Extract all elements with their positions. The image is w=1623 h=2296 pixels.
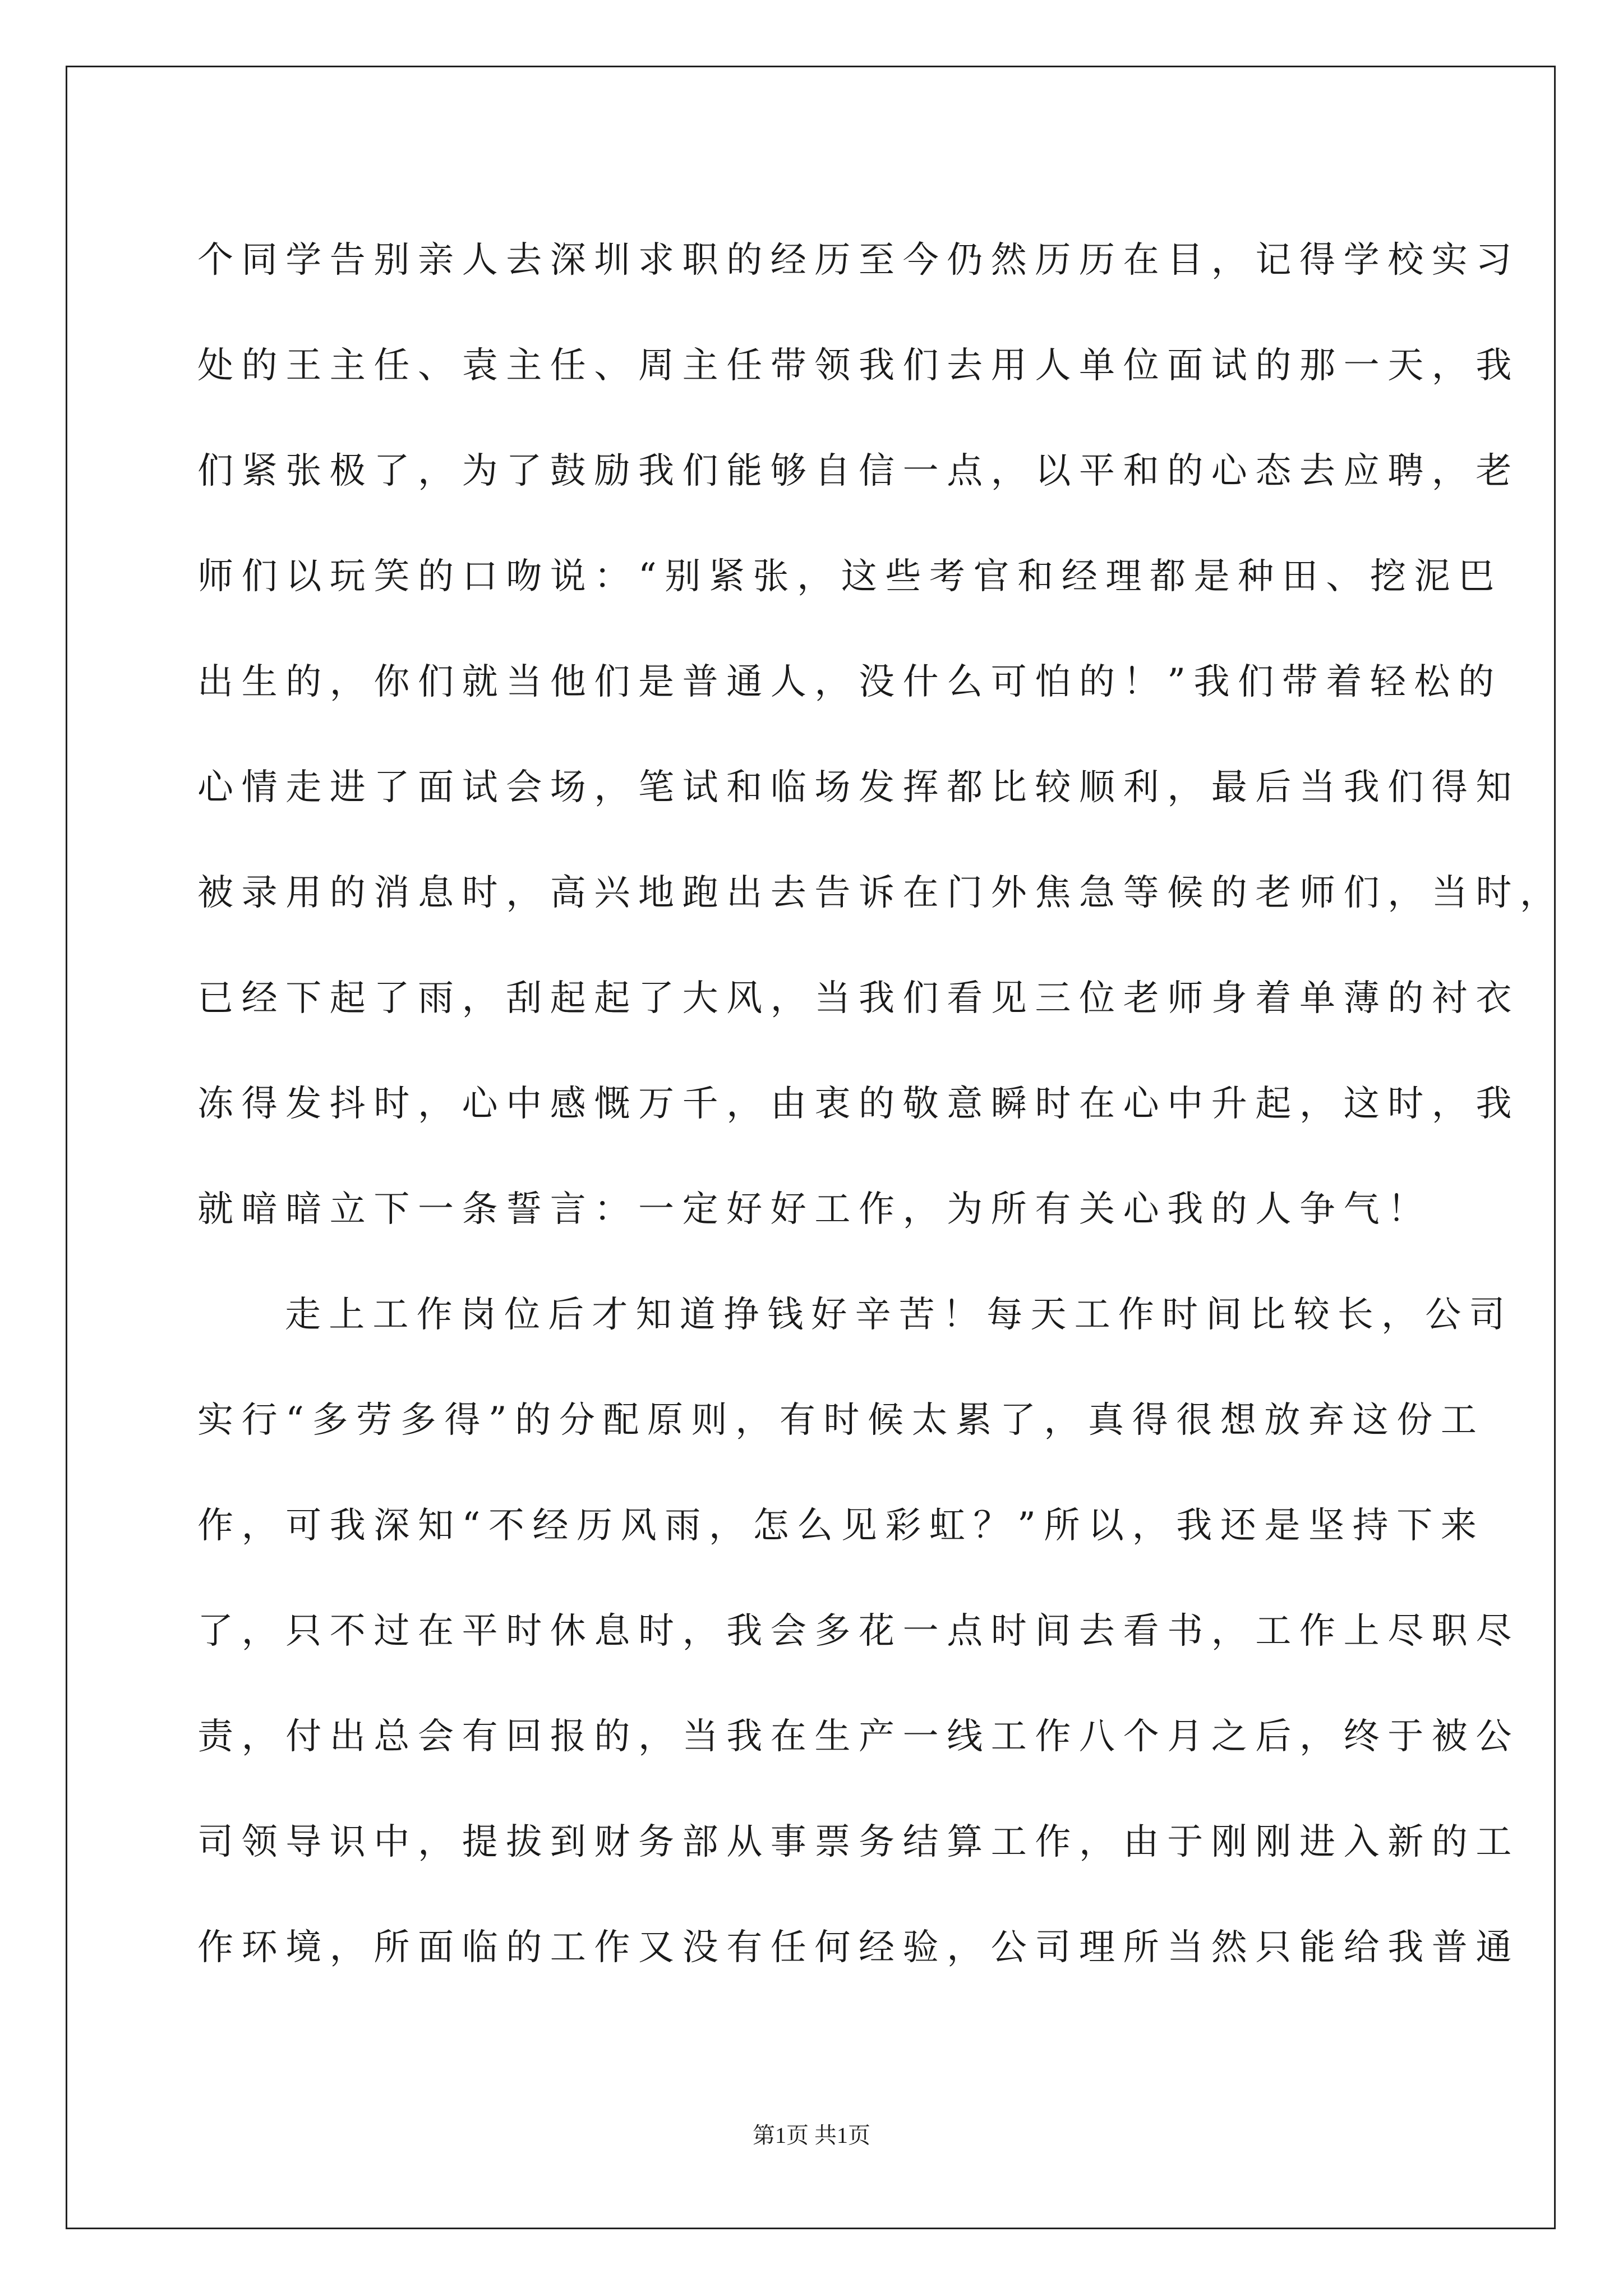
text-line: 出生的，你们就当他们是普通人，没什么可怕的！”我们带着轻松的 — [197, 661, 1502, 703]
text-line: 师们以玩笑的口吻说：“别紧张，这些考官和经理都是种田、挖泥巴 — [197, 556, 1502, 597]
text-line: 就暗暗立下一条誓言：一定好好工作，为所有关心我的人争气！ — [197, 1189, 1432, 1230]
document-body — [197, 208, 1564, 2000]
text-line: 心情走进了面试会场，笔试和临场发挥都比较顺利，最后当我们得知 — [197, 767, 1520, 808]
paragraph-start-line: 走上工作岗位后才知道挣钱好辛苦！每天工作时间比较长，公司 — [285, 1294, 1513, 1336]
text-line: 被录用的消息时，高兴地跑出去告诉在门外焦急等候的老师们，当时， — [197, 872, 1564, 914]
text-line: 作，可我深知“不经历风雨，怎么见彩虹？”所以，我还是坚持下来 — [197, 1505, 1485, 1547]
text-line: 作环境，所面临的工作又没有任何经验，公司理所当然只能给我普通 — [197, 1927, 1520, 1968]
text-line: 个同学告别亲人去深圳求职的经历至今仍然历历在目，记得学校实习 — [197, 240, 1520, 281]
text-line: 责，付出总会有回报的，当我在生产一线工作八个月之后，终于被公 — [197, 1716, 1520, 1757]
text-line: 了，只不过在平时休息时，我会多花一点时间去看书，工作上尽职尽 — [197, 1611, 1520, 1652]
text-line: 们紧张极了，为了鼓励我们能够自信一点，以平和的心态去应聘，老 — [197, 450, 1520, 492]
page-number-footer: 第1页 共1页 — [753, 2123, 870, 2148]
text-line: 处的王主任、袁主任、周主任带领我们去用人单位面试的那一天，我 — [197, 345, 1520, 386]
text-line: 冻得发抖时，心中感慨万千，由衷的敬意瞬时在心中升起，这时，我 — [197, 1083, 1520, 1125]
text-line: 司领导识中，提拔到财务部从事票务结算工作，由于刚刚进入新的工 — [197, 1821, 1520, 1863]
text-line: 实行“多劳多得”的分配原则，有时候太累了，真得很想放弃这份工 — [197, 1400, 1485, 1441]
text-line: 已经下起了雨，刮起起了大风，当我们看见三位老师身着单薄的衬衣 — [197, 978, 1520, 1019]
